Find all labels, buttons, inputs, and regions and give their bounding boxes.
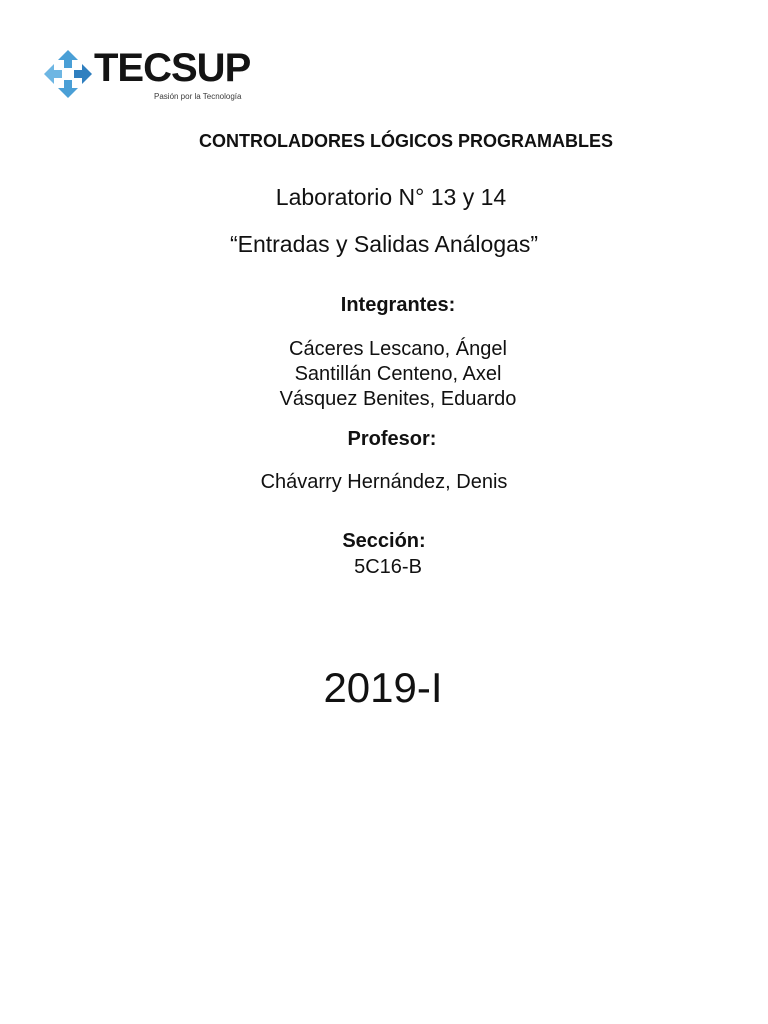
professor-name: Chávarry Hernández, Denis: [260, 471, 508, 493]
tecsup-logo: [40, 44, 270, 108]
professor-heading: Profesor:: [347, 428, 437, 450]
members-list: [0, 337, 768, 412]
members-heading: Integrantes:: [340, 294, 456, 316]
lab-subtitle: “Entradas y Salidas Análogas”: [229, 231, 539, 257]
academic-term: 2019-I: [323, 664, 443, 711]
member-name: Vásquez Benites, Eduardo: [279, 388, 517, 410]
logo-slogan: Pasión por la Tecnología: [154, 92, 242, 101]
section-heading: Sección:: [342, 530, 426, 552]
member-name: Cáceres Lescano, Ángel: [289, 338, 507, 360]
recycle-arrows-icon: [40, 46, 96, 102]
section-code: 5C16-B: [354, 556, 422, 578]
course-title: CONTROLADORES LÓGICOS PROGRAMABLES: [198, 131, 613, 151]
logo-wordmark: TECSUP: [94, 46, 251, 90]
lab-number: Laboratorio N° 13 y 14: [275, 184, 507, 210]
member-name: Santillán Centeno, Axel: [294, 363, 502, 385]
